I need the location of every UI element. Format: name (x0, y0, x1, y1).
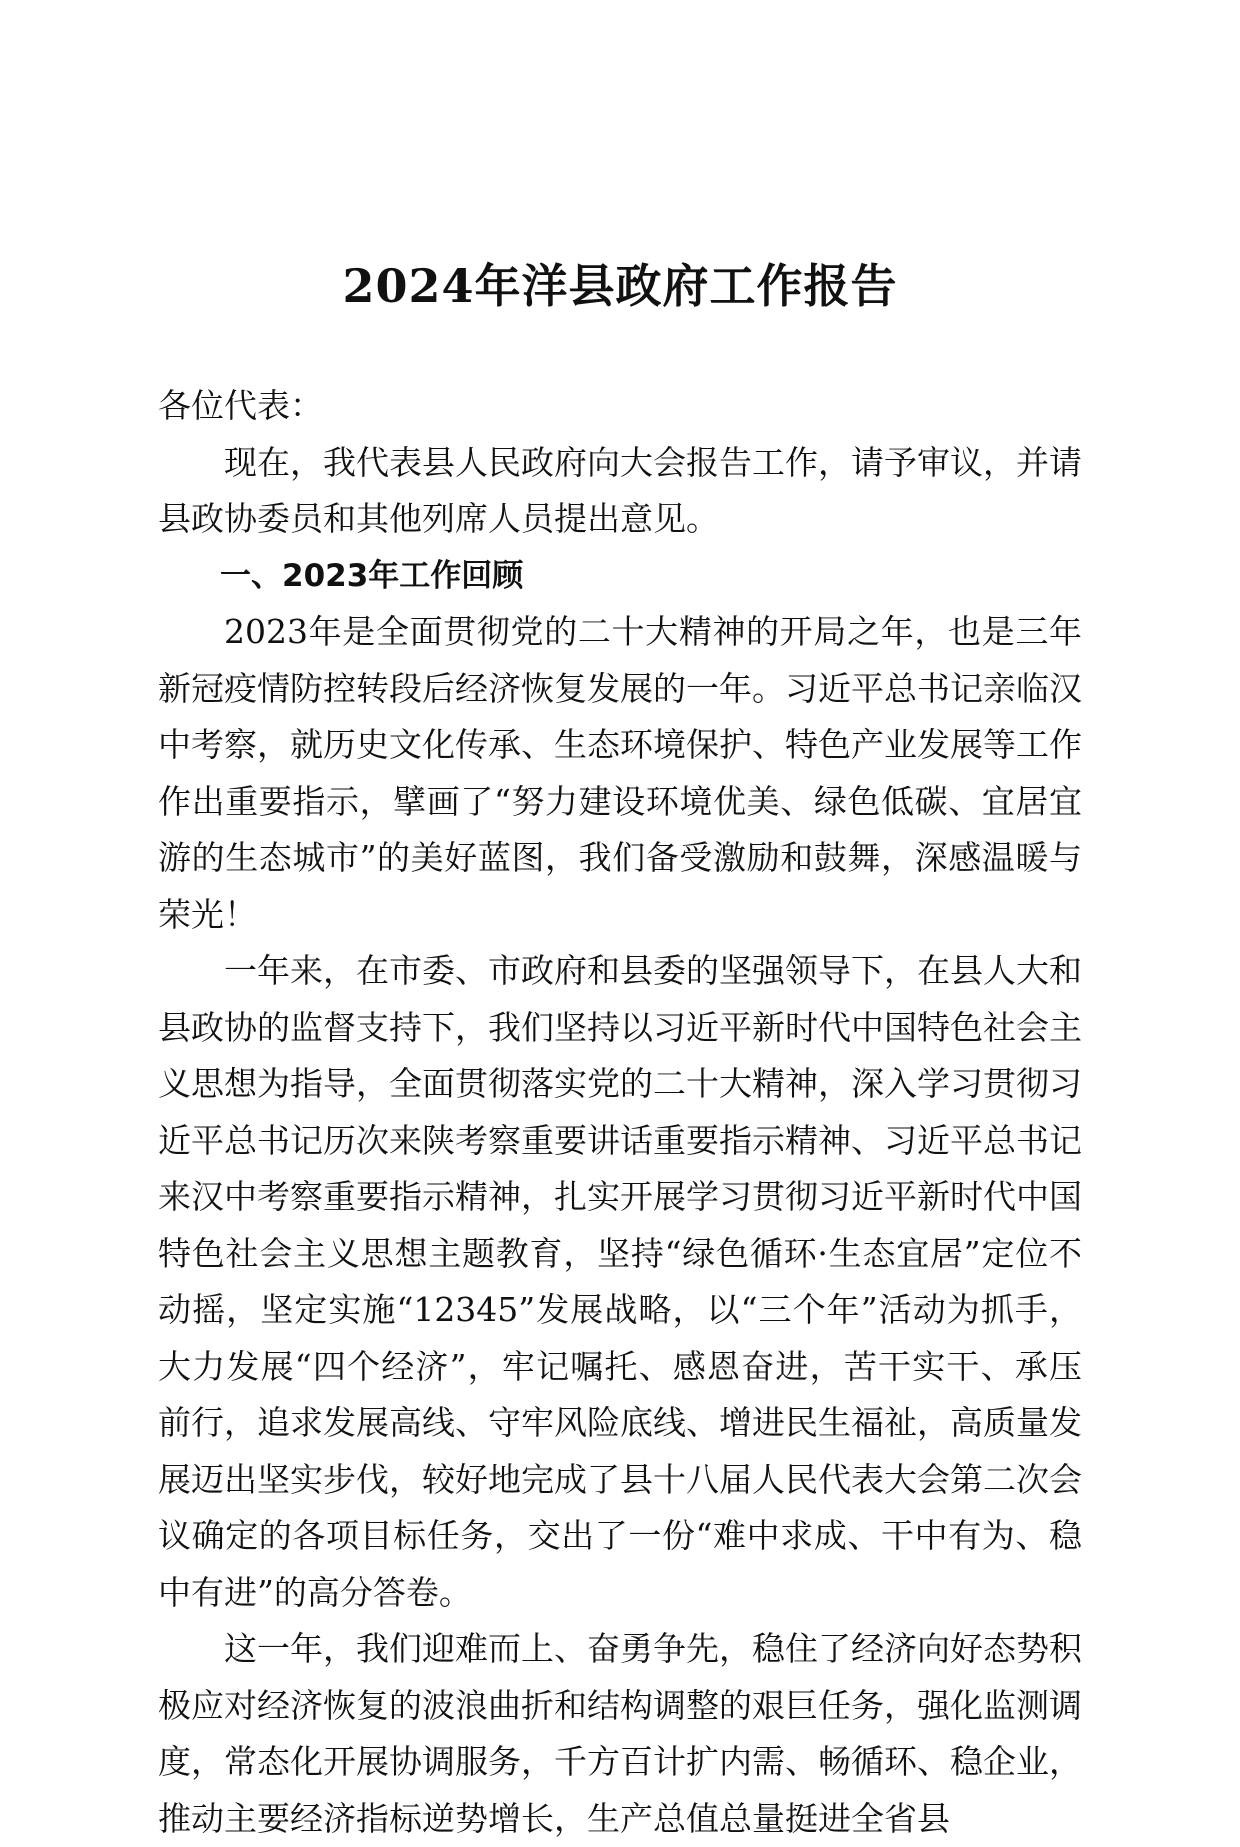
document-body (158, 378, 1082, 1847)
document-title: 2024年洋县政府工作报告 (342, 259, 898, 313)
section-heading: 一、2023年工作回顾 (220, 557, 524, 594)
paragraph-intro: 现在，我代表县人民政府向大会报告工作，请予审议，并请县政协委员和其他列席人员提出意见。 (158, 442, 1082, 538)
salutation: 各位代表： (158, 386, 323, 425)
paragraph: 一年来，在市委、市政府和县委的坚强领导下，在县人大和县政协的监督支持下，我们坚持以习近平新时代中国特色社会主义思想为指导，全面贯彻落实党的二十大精神，深入学习贯彻习近平总书记历次来陕考察重要讲话重要指示精神、习近平总书记来汉中考察重要指示精神，扎实开展学习贯彻习近平新时代中国特色社会主义思想主题教育，坚持“绿色循环·生态宜居”定位不动摇，坚定实施“12345”发展战略，以“三个年”活动为抓手，大力发展“四个经济”，牢记嘱托、感恩奋进，苦干实干、承压前行，追求发展高线、守牢风险底线、增进民生福祉，高质量发展迈出坚实步伐，较好地完成了县十八届人民代表大会第二次会议确定的各项目标任务，交出了一份“难中求成、干中有为、稳中有进”的高分答卷。 (158, 951, 1082, 1612)
paragraph: 这一年，我们迎难而上、奋勇争先，稳住了经济向好态势积极应对经济恢复的波浪曲折和结构调整的艰巨任务，强化监测调度，常态化开展协调服务，千方百计扩内需、畅循环、稳企业，推动主要经济指标逆势增长，生产总值总量挺进全省县 (158, 1629, 1082, 1838)
paragraph: 2023年是全面贯彻党的二十大精神的开局之年，也是三年新冠疫情防控转段后经济恢复发展的一年。习近平总书记亲临汉中考察，就历史文化传承、生态环境保护、特色产业发展等工作作出重要指示，擘画了“努力建设环境优美、绿色低碳、宜居宜游的生态城市”的美好蓝图，我们备受激励和鼓舞，深感温暖与荣光！ (158, 612, 1082, 934)
